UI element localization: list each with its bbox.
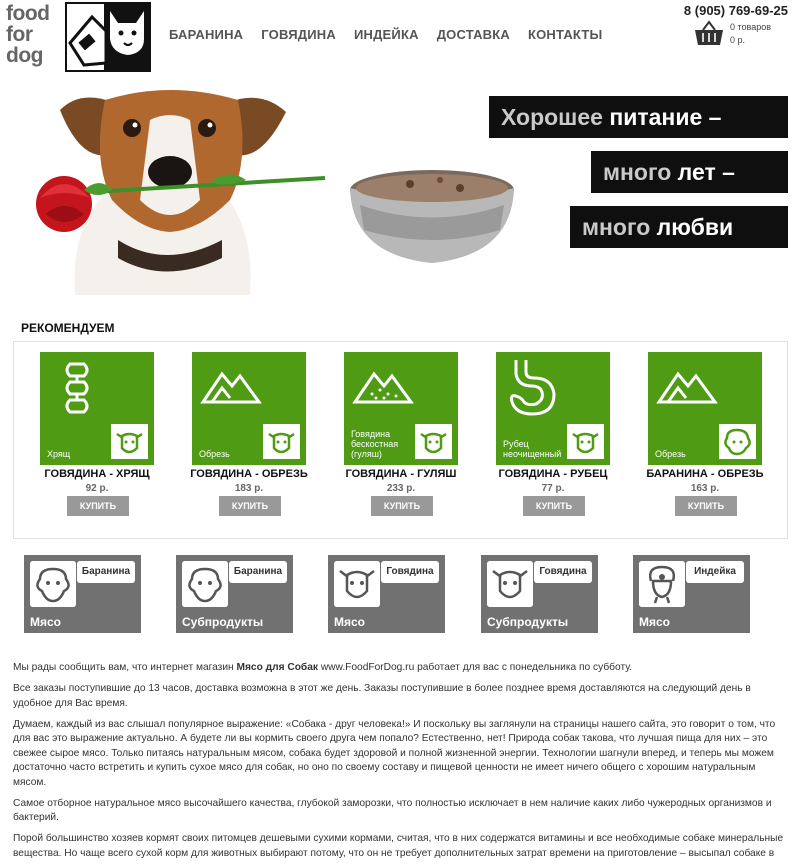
nav-delivery[interactable]: ДОСТАВКА [436, 27, 510, 42]
category-name: Субпродукты [487, 615, 569, 629]
about-paragraph: Все заказы поступившие до 13 часов, доставка возможна в этот же день. Заказы поступившие в более позднее время доставляются на следующий день в удобное для Вас время. [13, 683, 751, 709]
cartilage-icon [62, 360, 92, 422]
category-tag: Говядина [381, 561, 439, 583]
category-turkey-meat[interactable] [633, 555, 750, 633]
product-card [318, 352, 470, 532]
cart[interactable] [694, 20, 794, 48]
product-image[interactable] [648, 352, 762, 465]
about-text [13, 661, 788, 868]
about-paragraph: Порой большинство хозяев кормят своих питомцев дешевыми сухими кормами, считая, что в них содержатся витамины и все необходимые собаке минеральные вещества. Но чаще всего сухой корм для животных выбирают потому, что он не требует дополнительных затрат времени на приготовление – высыпал собаке в [13, 833, 784, 859]
buy-button[interactable]: КУПИТЬ [523, 496, 585, 516]
category-lamb-meat[interactable] [24, 555, 141, 633]
cow-icon [111, 424, 148, 459]
meat-piece-icon [656, 368, 718, 406]
cow-icon [567, 424, 604, 459]
cart-total: 0 р. [730, 35, 746, 45]
turkey-icon [639, 561, 685, 607]
category-beef-meat[interactable] [328, 555, 445, 633]
category-tag: Баранина [77, 561, 135, 583]
logo-text: food for dog [6, 2, 50, 67]
cow-icon [334, 561, 380, 607]
buy-button[interactable]: КУПИТЬ [219, 496, 281, 516]
product-name[interactable]: БАРАНИНА - ОБРЕЗЬ [646, 468, 764, 480]
recommended-title: РЕКОМЕНДУЕМ [21, 321, 115, 335]
sheep-icon [719, 424, 756, 459]
logo-dog-cat-icon [66, 3, 150, 71]
buy-button[interactable]: КУПИТЬ [67, 496, 129, 516]
product-subtitle: Хрящ [47, 449, 71, 459]
product-price: 92 р. [85, 483, 109, 494]
sheep-icon [30, 561, 76, 607]
product-card [166, 352, 318, 532]
product-subtitle: Обрезь [199, 449, 230, 459]
nav-turkey[interactable]: ИНДЕЙКА [353, 27, 419, 42]
category-tag: Индейка [686, 561, 744, 583]
product-card [622, 352, 774, 532]
product-name[interactable]: ГОВЯДИНА - ОБРЕЗЬ [190, 468, 308, 480]
cart-info [730, 21, 771, 47]
product-name[interactable]: ГОВЯДИНА - ХРЯЩ [44, 468, 150, 480]
product-subtitle: Обрезь [655, 449, 686, 459]
category-lamb-offal[interactable] [176, 555, 293, 633]
stomach-icon [502, 358, 560, 420]
category-name: Мясо [30, 615, 62, 629]
product-image[interactable] [40, 352, 154, 465]
category-tag: Баранина [229, 561, 287, 583]
recommended-products [13, 341, 788, 539]
main-nav [169, 27, 602, 42]
slogan-line-2: много лет – [591, 151, 788, 193]
cart-items-count: 0 товаров [730, 22, 772, 32]
category-beef-offal[interactable] [481, 555, 598, 633]
product-image[interactable] [344, 352, 458, 465]
nav-beef[interactable]: ГОВЯДИНА [261, 27, 336, 42]
product-price: 183 р. [234, 483, 264, 494]
product-subtitle: Говядина бескостная (гуляш) [351, 429, 399, 459]
product-price: 233 р. [386, 483, 416, 494]
product-image[interactable] [496, 352, 610, 465]
about-paragraph: Самое отборное натуральное мясо высочайшего качества, глубокой заморозки, что полностью исключает в нем наличие каких либо чужеродных организмов и бактерий. [13, 797, 772, 823]
category-name: Субпродукты [182, 615, 264, 629]
product-image[interactable] [192, 352, 306, 465]
category-name: Мясо [334, 615, 366, 629]
product-name[interactable]: ГОВЯДИНА - РУБЕЦ [498, 468, 608, 480]
product-subtitle: Рубец неочищенный [503, 439, 562, 459]
dog-with-rose-image [0, 80, 480, 295]
meat-piece-icon [200, 368, 262, 406]
product-price: 163 р. [690, 483, 720, 494]
buy-button[interactable]: КУПИТЬ [675, 496, 737, 516]
site-logo[interactable] [4, 3, 150, 71]
site-header [0, 0, 800, 78]
ground-meat-icon [352, 368, 414, 406]
cow-icon [415, 424, 452, 459]
category-name: Мясо [639, 615, 671, 629]
nav-lamb[interactable]: БАРАНИНА [169, 27, 244, 42]
basket-icon [694, 20, 724, 46]
sheep-icon [182, 561, 228, 607]
category-tag: Говядина [534, 561, 592, 583]
hero-banner[interactable] [0, 80, 800, 295]
product-price: 77 р. [541, 483, 565, 494]
slogan-line-3: много любви [570, 206, 788, 248]
cow-icon [263, 424, 300, 459]
slogan-line-1: Хорошее питание – [489, 96, 788, 138]
product-card [14, 352, 166, 532]
nav-contacts[interactable]: КОНТАКТЫ [527, 27, 603, 42]
cow-icon [487, 561, 533, 607]
product-card [470, 352, 622, 532]
phone-number[interactable]: 8 (905) 769-69-25 [683, 3, 788, 18]
about-paragraph: Думаем, каждый из вас слышал популярное выражение: «Собака - друг человека!» И поскольку вы заглянули на страницы нашего сайта, это говорит о том, что для вас это выражение актуально. А будете ли вы кормить своего друга чем попало? Естественно, нет! Природа собак такова, что лучшая пища для них – это свежее сырое мясо. Только питаясь натуральным мясом, собака будет здоровой и полной жизненной энергии. Технологии шагнули вперед, и теперь мы можем достаточно часто встретить и купить сухое мясо для собак, но оно по своему составу и пищевой ценности не имеет ничего общего с хорошим натуральным мясом. [13, 718, 776, 788]
buy-button[interactable]: КУПИТЬ [371, 496, 433, 516]
about-paragraph: Мы рады сообщить вам, что интернет магазин Мясо для Собак www.FoodForDog.ru работает для вас с понедельника по субботу. [13, 662, 633, 673]
product-name[interactable]: ГОВЯДИНА - ГУЛЯШ [345, 468, 457, 480]
